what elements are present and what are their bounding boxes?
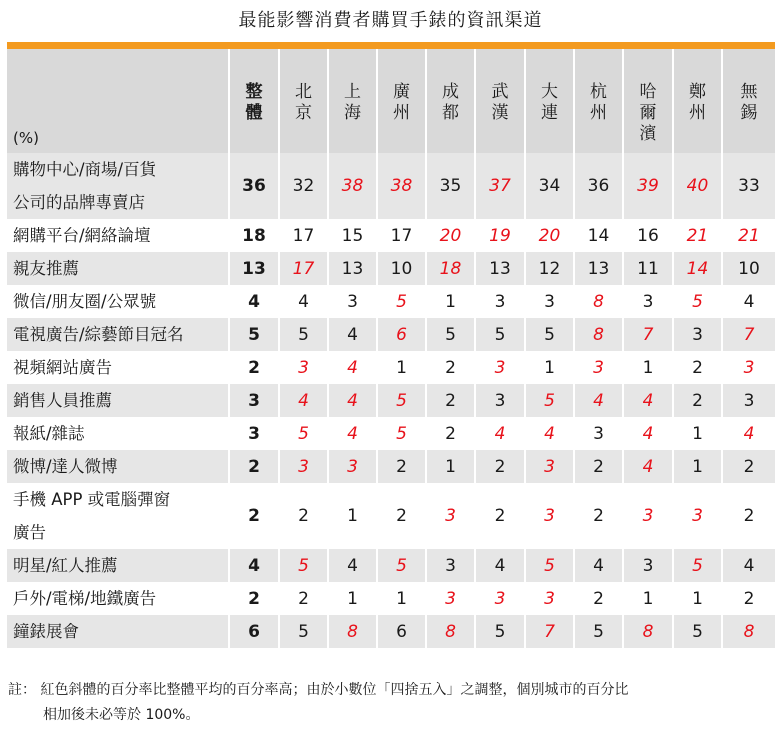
city-value-cell: 5	[475, 615, 525, 648]
city-value-cell: 2	[475, 483, 525, 549]
city-value-cell: 1	[673, 582, 722, 615]
city-value-cell: 8	[722, 615, 775, 648]
overall-value-cell: 36	[229, 153, 279, 219]
row-label	[7, 549, 229, 582]
column-header-label: 鄭州	[689, 82, 706, 123]
row-label-line: 電視廣告/綜藝節目冠名	[13, 325, 184, 344]
row-label	[7, 483, 229, 549]
city-value-cell: 20	[426, 219, 475, 252]
header-row	[7, 49, 775, 153]
row-label	[7, 318, 229, 351]
overall-value-cell: 13	[229, 252, 279, 285]
table-row	[7, 582, 775, 615]
city-value-cell: 32	[279, 153, 328, 219]
data-table	[7, 49, 775, 648]
overall-value-cell: 2	[229, 351, 279, 384]
city-value-cell: 3	[328, 285, 377, 318]
city-value-cell: 7	[623, 318, 673, 351]
city-value-cell: 1	[623, 351, 673, 384]
city-value-cell: 4	[475, 549, 525, 582]
city-value-cell: 2	[722, 483, 775, 549]
city-value-cell: 3	[574, 417, 623, 450]
row-label-line: 手機 APP 或電腦彈窗	[13, 490, 171, 509]
city-value-cell: 8	[574, 285, 623, 318]
city-value-cell: 4	[328, 417, 377, 450]
city-value-cell: 8	[328, 615, 377, 648]
table-row	[7, 285, 775, 318]
city-value-cell: 4	[279, 285, 328, 318]
city-value-cell: 17	[377, 219, 426, 252]
city-value-cell: 1	[623, 582, 673, 615]
city-value-cell: 4	[722, 285, 775, 318]
city-value-cell: 4	[328, 549, 377, 582]
city-value-cell: 5	[279, 318, 328, 351]
row-label	[7, 450, 229, 483]
city-value-cell: 18	[426, 252, 475, 285]
overall-value-cell: 3	[229, 417, 279, 450]
city-value-cell: 17	[279, 252, 328, 285]
column-header-label: 上海	[344, 82, 361, 123]
city-value-cell: 14	[673, 252, 722, 285]
city-value-cell: 2	[574, 582, 623, 615]
city-value-cell: 3	[525, 483, 574, 549]
city-value-cell: 4	[574, 384, 623, 417]
city-value-cell: 5	[279, 549, 328, 582]
row-label-line: 銷售人員推薦	[13, 391, 112, 410]
column-header-label: 無錫	[740, 82, 758, 123]
city-value-cell: 2	[426, 417, 475, 450]
table-row	[7, 450, 775, 483]
city-value-cell: 10	[722, 252, 775, 285]
city-value-cell: 3	[673, 318, 722, 351]
overall-value-cell: 2	[229, 582, 279, 615]
city-value-cell: 5	[377, 417, 426, 450]
city-value-cell: 3	[673, 483, 722, 549]
city-value-cell: 2	[673, 384, 722, 417]
city-value-cell: 2	[673, 351, 722, 384]
city-value-cell: 4	[574, 549, 623, 582]
city-value-cell: 21	[722, 219, 775, 252]
city-value-cell: 17	[279, 219, 328, 252]
city-value-cell: 36	[574, 153, 623, 219]
city-value-cell: 3	[623, 549, 673, 582]
city-value-cell: 1	[377, 582, 426, 615]
city-value-cell: 1	[377, 351, 426, 384]
city-value-cell: 2	[377, 483, 426, 549]
table-row	[7, 549, 775, 582]
city-value-cell: 3	[426, 483, 475, 549]
city-value-cell: 4	[279, 384, 328, 417]
footnote	[8, 678, 773, 728]
city-value-cell: 2	[475, 450, 525, 483]
row-label	[7, 219, 229, 252]
city-value-cell: 5	[279, 417, 328, 450]
table-row	[7, 318, 775, 351]
city-value-cell: 20	[525, 219, 574, 252]
column-header-city	[623, 49, 673, 153]
city-value-cell: 5	[377, 384, 426, 417]
city-value-cell: 5	[673, 615, 722, 648]
column-header-label: 大連	[541, 82, 558, 123]
city-value-cell: 8	[574, 318, 623, 351]
column-header-city	[574, 49, 623, 153]
row-label	[7, 252, 229, 285]
column-header-city	[377, 49, 426, 153]
city-value-cell: 3	[475, 351, 525, 384]
city-value-cell: 13	[475, 252, 525, 285]
column-header-city	[673, 49, 722, 153]
city-value-cell: 5	[673, 549, 722, 582]
city-value-cell: 3	[426, 582, 475, 615]
city-value-cell: 6	[377, 615, 426, 648]
row-label	[7, 417, 229, 450]
row-label-line: 親友推薦	[13, 259, 79, 278]
city-value-cell: 4	[328, 318, 377, 351]
city-value-cell: 3	[279, 450, 328, 483]
city-value-cell: 1	[673, 450, 722, 483]
city-value-cell: 2	[722, 582, 775, 615]
column-header-label: 成都	[442, 82, 459, 123]
city-value-cell: 1	[328, 582, 377, 615]
footnote-line-2: 相加後未必等於 100%。	[43, 707, 200, 723]
city-value-cell: 5	[574, 615, 623, 648]
row-label-line: 公司的品牌專賣店	[13, 193, 145, 212]
city-value-cell: 3	[328, 450, 377, 483]
city-value-cell: 3	[623, 483, 673, 549]
overall-value-cell: 5	[229, 318, 279, 351]
city-value-cell: 2	[279, 483, 328, 549]
table-row	[7, 417, 775, 450]
row-label	[7, 384, 229, 417]
city-value-cell: 5	[279, 615, 328, 648]
column-header-label: 哈爾濱	[639, 82, 657, 144]
city-value-cell: 3	[475, 285, 525, 318]
row-label-line: 網購平台/網絡論壇	[13, 226, 151, 245]
city-value-cell: 4	[623, 450, 673, 483]
city-value-cell: 4	[475, 417, 525, 450]
overall-value-cell: 4	[229, 285, 279, 318]
row-label-line: 視頻網站廣告	[13, 358, 112, 377]
column-header-city	[722, 49, 775, 153]
column-header-label: 廣州	[393, 82, 410, 123]
city-value-cell: 15	[328, 219, 377, 252]
column-header-label: 武漢	[491, 82, 509, 123]
city-value-cell: 5	[673, 285, 722, 318]
city-value-cell: 4	[328, 351, 377, 384]
city-value-cell: 4	[722, 417, 775, 450]
city-value-cell: 5	[525, 384, 574, 417]
city-value-cell: 3	[426, 549, 475, 582]
city-value-cell: 5	[525, 318, 574, 351]
city-value-cell: 38	[377, 153, 426, 219]
city-value-cell: 8	[623, 615, 673, 648]
city-value-cell: 39	[623, 153, 673, 219]
unit-label: (%)	[13, 129, 39, 147]
city-value-cell: 2	[426, 384, 475, 417]
city-value-cell: 13	[328, 252, 377, 285]
table-row	[7, 483, 775, 549]
row-label-line: 廣告	[13, 523, 46, 542]
overall-value-cell: 3	[229, 384, 279, 417]
table-row	[7, 153, 775, 219]
city-value-cell: 3	[475, 384, 525, 417]
column-header-city	[525, 49, 574, 153]
city-value-cell: 3	[623, 285, 673, 318]
table-row	[7, 384, 775, 417]
city-value-cell: 40	[673, 153, 722, 219]
city-value-cell: 19	[475, 219, 525, 252]
row-label	[7, 615, 229, 648]
city-value-cell: 4	[722, 549, 775, 582]
row-label-line: 購物中心/商場/百貨	[13, 160, 157, 179]
overall-value-cell: 6	[229, 615, 279, 648]
city-value-cell: 5	[426, 318, 475, 351]
city-value-cell: 4	[525, 417, 574, 450]
city-value-cell: 2	[574, 450, 623, 483]
city-value-cell: 5	[377, 549, 426, 582]
overall-value-cell: 18	[229, 219, 279, 252]
overall-value-cell: 2	[229, 483, 279, 549]
city-value-cell: 7	[722, 318, 775, 351]
city-value-cell: 35	[426, 153, 475, 219]
city-value-cell: 7	[525, 615, 574, 648]
city-value-cell: 2	[426, 351, 475, 384]
column-header-city	[279, 49, 328, 153]
row-label-line: 報紙/雜誌	[13, 424, 85, 443]
city-value-cell: 1	[673, 417, 722, 450]
row-label	[7, 285, 229, 318]
city-value-cell: 3	[722, 384, 775, 417]
row-label	[7, 582, 229, 615]
table-row	[7, 252, 775, 285]
city-value-cell: 14	[574, 219, 623, 252]
city-value-cell: 37	[475, 153, 525, 219]
city-value-cell: 11	[623, 252, 673, 285]
city-value-cell: 8	[426, 615, 475, 648]
city-value-cell: 3	[525, 450, 574, 483]
row-label-line: 戶外/電梯/地鐵廣告	[13, 589, 157, 608]
city-value-cell: 33	[722, 153, 775, 219]
city-value-cell: 21	[673, 219, 722, 252]
row-label-line: 微博/達人微博	[13, 457, 118, 476]
city-value-cell: 13	[574, 252, 623, 285]
city-value-cell: 5	[525, 549, 574, 582]
column-header-overall	[229, 49, 279, 153]
column-header-city	[328, 49, 377, 153]
city-value-cell: 3	[475, 582, 525, 615]
city-value-cell: 1	[525, 351, 574, 384]
city-value-cell: 4	[623, 417, 673, 450]
city-value-cell: 4	[623, 384, 673, 417]
city-value-cell: 34	[525, 153, 574, 219]
table-title: 最能影響消費者購買手錶的資訊渠道	[238, 10, 543, 31]
row-label	[7, 153, 229, 219]
overall-value-cell: 4	[229, 549, 279, 582]
table-body	[7, 153, 775, 648]
city-value-cell: 3	[525, 285, 574, 318]
city-value-cell: 5	[377, 285, 426, 318]
city-value-cell: 38	[328, 153, 377, 219]
city-value-cell: 1	[328, 483, 377, 549]
row-label	[7, 351, 229, 384]
city-value-cell: 3	[525, 582, 574, 615]
overall-value-cell: 2	[229, 450, 279, 483]
city-value-cell: 6	[377, 318, 426, 351]
footnote-line-1: 註： 紅色斜體的百分率比整體平均的百分率高；由於小數位「四捨五入」之調整，個別城市的百分比	[8, 682, 629, 698]
row-label-line: 微信/朋友圈/公眾號	[13, 292, 157, 311]
table-row	[7, 615, 775, 648]
city-value-cell: 4	[328, 384, 377, 417]
header-accent-bar	[7, 42, 775, 49]
column-header-label: 杭州	[590, 82, 607, 123]
city-value-cell: 5	[475, 318, 525, 351]
city-value-cell: 16	[623, 219, 673, 252]
row-label-line: 明星/紅人推薦	[13, 556, 118, 575]
column-header-label: 北京	[295, 82, 312, 123]
city-value-cell: 3	[574, 351, 623, 384]
city-value-cell: 1	[426, 450, 475, 483]
city-value-cell: 3	[722, 351, 775, 384]
city-value-cell: 3	[279, 351, 328, 384]
table-row	[7, 351, 775, 384]
city-value-cell: 2	[722, 450, 775, 483]
city-value-cell: 10	[377, 252, 426, 285]
column-header-city	[475, 49, 525, 153]
row-label-line: 鐘錶展會	[13, 622, 79, 641]
city-value-cell: 12	[525, 252, 574, 285]
table-row	[7, 219, 775, 252]
column-header-label: 整體	[245, 82, 263, 123]
column-header-city	[426, 49, 475, 153]
city-value-cell: 1	[426, 285, 475, 318]
city-value-cell: 2	[377, 450, 426, 483]
city-value-cell: 2	[574, 483, 623, 549]
city-value-cell: 2	[279, 582, 328, 615]
